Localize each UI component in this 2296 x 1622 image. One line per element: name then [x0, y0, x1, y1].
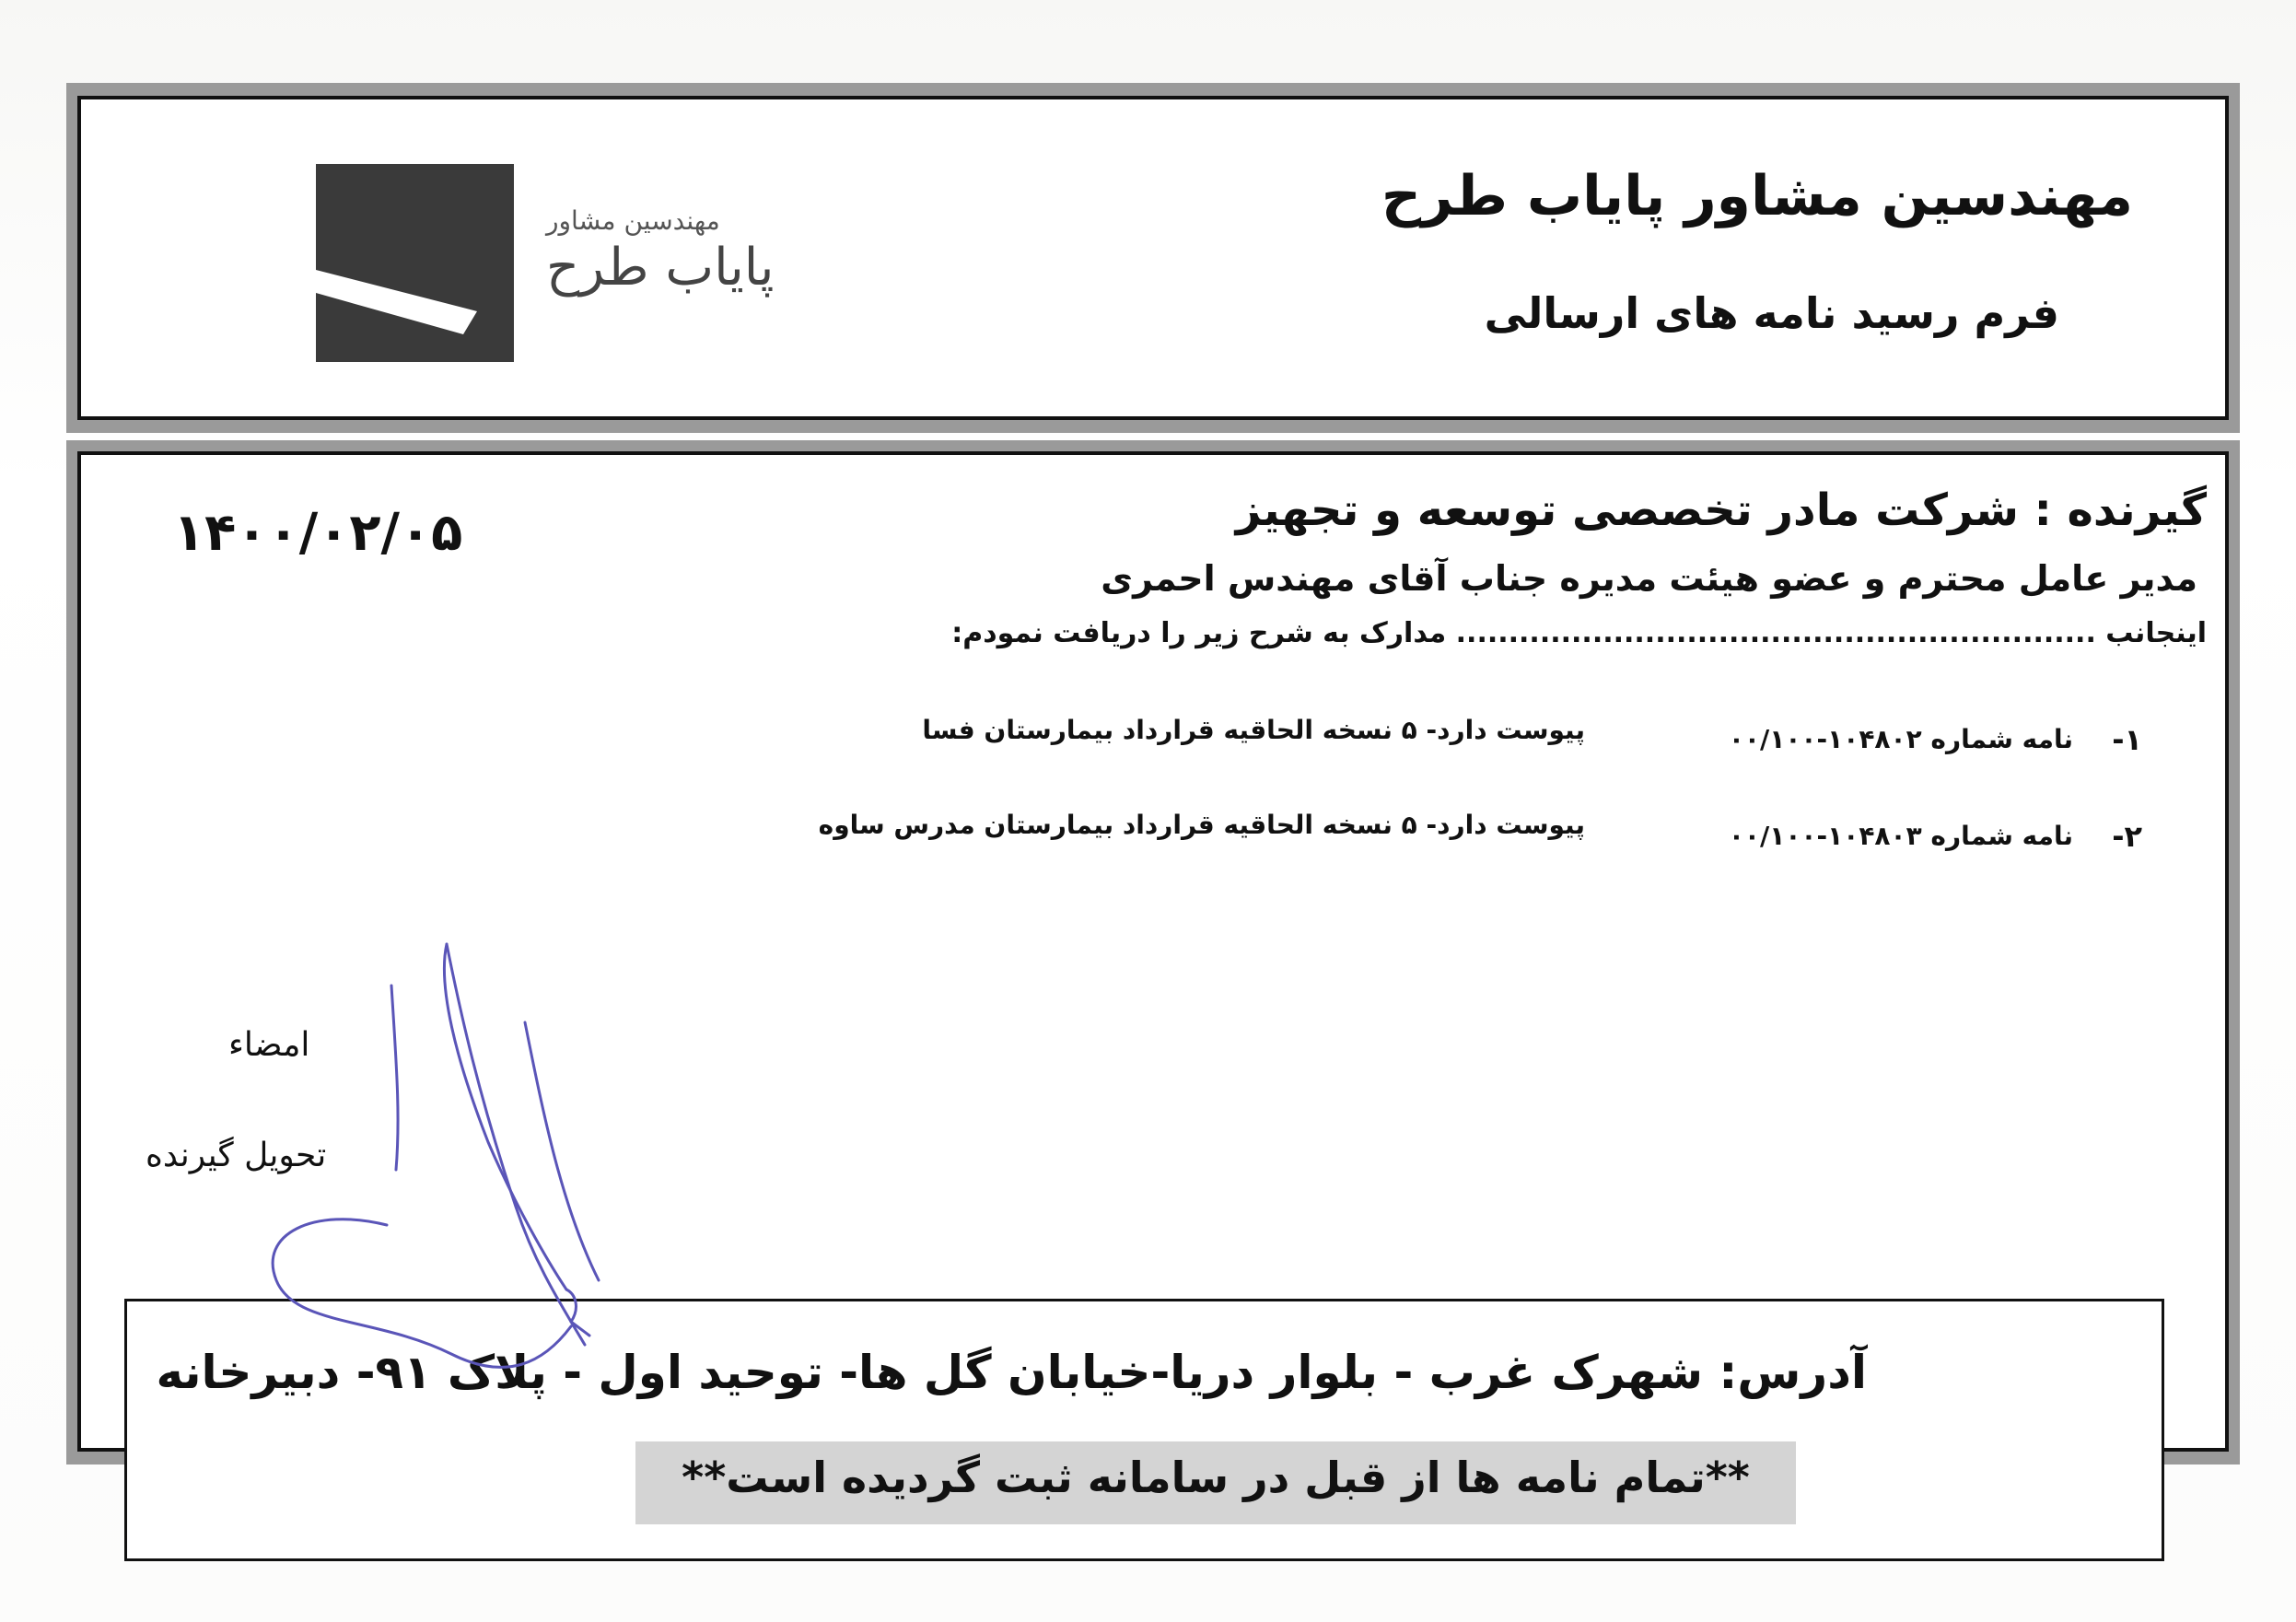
registered-note-bar: [635, 1441, 1796, 1524]
item-1-index: ۱-: [2112, 722, 2142, 757]
company-name: مهندسین مشاور پایاب طرح: [1381, 164, 2133, 228]
item-1-description: پیوست دارد- ۵ نسخه الحاقیه قرارداد بیمارستان فسا: [922, 715, 1585, 745]
address-text: آدرس: شهرک غرب - بلوار دریا-خیابان گل ها- توحید اول - پلاک ۹۱- دبیرخانه: [156, 1346, 1867, 1399]
date: ۱۴۰۰/۰۲/۰۵: [173, 503, 463, 563]
receiver-label: تحویل گیرنده: [146, 1137, 327, 1174]
company-logo-icon: [316, 164, 514, 362]
item-2-index: ۲-: [2112, 819, 2142, 854]
header-frame: [66, 83, 2240, 433]
signature-label: امضاء: [228, 1026, 310, 1064]
intro-line: اینجانب ............................................................. مدارک به شرح زیر را دریافت نمودم:: [951, 617, 2207, 649]
form-title: فرم رسید نامه های ارسالی: [1484, 288, 2059, 338]
manager-line: مدیر عامل محترم و عضو هیئت مدیره جناب آقای مهندس احمری: [1101, 558, 2197, 599]
registered-note: **تمام نامه ها از قبل در سامانه ثبت گردیده است**: [682, 1453, 1750, 1502]
logo-text-top: مهندسین مشاور: [546, 205, 720, 236]
item-2-description: پیوست دارد- ۵ نسخه الحاقیه قرارداد بیمارستان مدرس ساوه: [818, 810, 1585, 840]
header-box: [77, 96, 2229, 420]
logo-text-main: پایاب طرح: [546, 238, 775, 298]
recipient-line: گیرنده : شرکت مادر تخصصی توسعه و تجهیز: [1235, 484, 2207, 536]
handwritten-signature-icon: [239, 930, 682, 1391]
item-2-letter-number: نامه شماره ۱۰۴۸۰۳-۰۰/۱۰۰: [1728, 821, 2073, 851]
item-1-letter-number: نامه شماره ۱۰۴۸۰۲-۰۰/۱۰۰: [1728, 724, 2073, 754]
